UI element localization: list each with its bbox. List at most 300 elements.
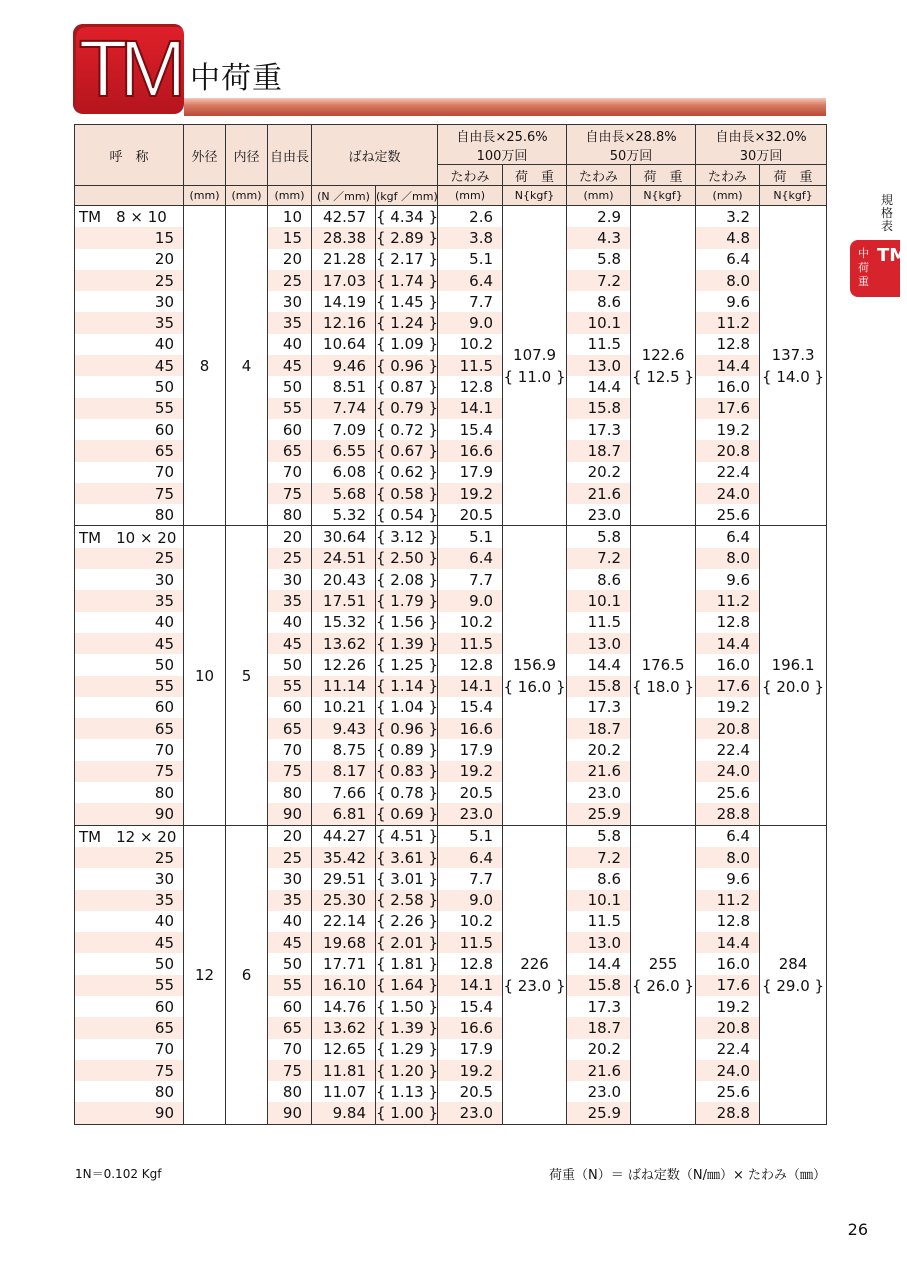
deflection: 11.5 [438, 932, 503, 953]
free-length: 25 [268, 847, 312, 868]
rate-n: 14.76 [312, 996, 376, 1017]
deflection: 20.5 [438, 504, 503, 526]
free-length: 45 [268, 355, 312, 376]
rate-kgf: { 1.20 } [376, 1061, 439, 1080]
deflection: 19.2 [696, 996, 760, 1017]
rate-kgf: { 2.17 } [376, 250, 439, 269]
deflection: 22.4 [696, 739, 760, 760]
deflection: 20.2 [567, 462, 631, 483]
free-length: 65 [268, 718, 312, 739]
rate-kgf: { 0.87 } [376, 378, 439, 397]
spec-name: 40 [75, 334, 184, 355]
deflection: 6.4 [438, 548, 503, 569]
deflection: 19.2 [696, 419, 760, 440]
free-length: 35 [268, 590, 312, 611]
deflection: 17.3 [567, 697, 631, 718]
deflection: 11.5 [438, 355, 503, 376]
free-length: 65 [268, 440, 312, 461]
free-length: 35 [268, 312, 312, 333]
spec-name: 80 [75, 1081, 184, 1102]
deflection: 4.3 [567, 227, 631, 248]
deflection: 8.0 [696, 548, 760, 569]
free-length: 25 [268, 548, 312, 569]
rate-kgf: { 1.24 } [376, 314, 439, 333]
deflection: 25.9 [567, 803, 631, 825]
deflection: 17.3 [567, 996, 631, 1017]
rate-n: 12.65 [312, 1039, 376, 1060]
spec-name: 50 [75, 953, 184, 974]
deflection: 6.4 [438, 847, 503, 868]
footnote-right: 荷重（N）＝ ばね定数（N/㎜）× たわみ（㎜） [549, 1168, 826, 1183]
deflection: 12.8 [696, 911, 760, 932]
deflection: 17.6 [696, 975, 760, 996]
rate-kgf: { 0.79 } [376, 399, 439, 418]
col-g1: 自由長×25.6% 100万回 [438, 125, 567, 165]
rate-n: 12.26 [312, 654, 376, 675]
inner-diameter: 6 [226, 825, 268, 1124]
deflection: 18.7 [567, 440, 631, 461]
spec-name: 60 [75, 996, 184, 1017]
deflection: 11.2 [696, 890, 760, 911]
rate-kgf: { 3.61 } [376, 848, 439, 867]
free-length: 60 [268, 419, 312, 440]
rate-kgf: { 0.83 } [376, 762, 439, 781]
spec-name: 40 [75, 911, 184, 932]
table-row [75, 526, 827, 548]
deflection: 22.4 [696, 462, 760, 483]
free-length: 60 [268, 996, 312, 1017]
load-value: 284 { 29.0 } [760, 825, 827, 1124]
deflection: 10.2 [438, 911, 503, 932]
free-length: 70 [268, 462, 312, 483]
rate-kgf: { 1.56 } [376, 613, 439, 632]
free-length: 15 [268, 227, 312, 248]
deflection: 14.4 [567, 654, 631, 675]
load-value: 156.9 { 16.0 } [503, 526, 567, 825]
free-length: 80 [268, 504, 312, 526]
col-rate: ばね定数 [312, 125, 438, 186]
col-fl: 自由長 [268, 125, 312, 186]
deflection: 5.1 [438, 825, 503, 847]
deflection: 5.8 [567, 526, 631, 548]
page-number: 26 [847, 1220, 868, 1239]
outer-diameter: 8 [184, 206, 226, 526]
deflection: 20.2 [567, 1039, 631, 1060]
rate-n: 17.03 [312, 270, 376, 291]
deflection: 14.1 [438, 975, 503, 996]
spec-name: 75 [75, 483, 184, 504]
series-logo: TM [73, 24, 184, 114]
rate-kgf: { 0.89 } [376, 741, 439, 760]
rate-kgf: { 1.74 } [376, 271, 439, 290]
table-row [75, 206, 827, 228]
free-length: 80 [268, 1081, 312, 1102]
rate-kgf: { 0.67 } [376, 441, 439, 460]
deflection: 10.1 [567, 890, 631, 911]
deflection: 2.9 [567, 206, 631, 228]
deflection: 10.2 [438, 334, 503, 355]
deflection: 25.6 [696, 504, 760, 526]
deflection: 16.0 [696, 376, 760, 397]
side-label: 規 格 表 [880, 193, 893, 233]
rate-n: 28.38 [312, 227, 376, 248]
free-length: 55 [268, 398, 312, 419]
rate-n: 10.64 [312, 334, 376, 355]
deflection: 11.2 [696, 312, 760, 333]
deflection: 7.2 [567, 548, 631, 569]
deflection: 8.0 [696, 270, 760, 291]
rate-kgf: { 1.04 } [376, 698, 439, 717]
load-value: 107.9 { 11.0 } [503, 206, 567, 526]
spec-name: 35 [75, 590, 184, 611]
rate-n: 29.51 [312, 868, 376, 889]
rate-n: 13.62 [312, 1017, 376, 1038]
load-value: 176.5 { 18.0 } [631, 526, 696, 825]
rate-kgf: { 0.58 } [376, 484, 439, 503]
spec-name: 30 [75, 291, 184, 312]
spec-name: TM 12 × 20 [75, 825, 184, 847]
rate-kgf: { 0.72 } [376, 420, 439, 439]
deflection: 16.0 [696, 654, 760, 675]
tab-big-label: TM [877, 245, 907, 266]
deflection: 9.6 [696, 291, 760, 312]
deflection: 24.0 [696, 483, 760, 504]
rate-n: 25.30 [312, 890, 376, 911]
spec-name: 65 [75, 1017, 184, 1038]
deflection: 9.0 [438, 890, 503, 911]
deflection: 5.1 [438, 526, 503, 548]
deflection: 14.1 [438, 676, 503, 697]
deflection: 6.4 [696, 249, 760, 270]
spec-name: 40 [75, 612, 184, 633]
rate-kgf: { 1.29 } [376, 1040, 439, 1059]
deflection: 5.8 [567, 825, 631, 847]
deflection: 9.6 [696, 868, 760, 889]
deflection: 18.7 [567, 1017, 631, 1038]
spec-name: 50 [75, 376, 184, 397]
deflection: 24.0 [696, 761, 760, 782]
rate-kgf: { 0.96 } [376, 719, 439, 738]
spec-name: 25 [75, 847, 184, 868]
deflection: 17.9 [438, 739, 503, 760]
free-length: 90 [268, 1102, 312, 1124]
free-length: 30 [268, 569, 312, 590]
free-length: 75 [268, 761, 312, 782]
deflection: 6.4 [438, 270, 503, 291]
rate-n: 21.28 [312, 249, 376, 270]
outer-diameter: 10 [184, 526, 226, 825]
deflection: 2.6 [438, 206, 503, 228]
free-length: 45 [268, 932, 312, 953]
deflection: 12.8 [438, 376, 503, 397]
index-tab[interactable] [850, 240, 907, 297]
spec-name: 70 [75, 462, 184, 483]
free-length: 35 [268, 890, 312, 911]
deflection: 17.9 [438, 1039, 503, 1060]
rate-n: 14.19 [312, 291, 376, 312]
rate-kgf: { 1.25 } [376, 655, 439, 674]
deflection: 28.8 [696, 803, 760, 825]
spec-name: 55 [75, 975, 184, 996]
rate-n: 15.32 [312, 612, 376, 633]
deflection: 15.8 [567, 676, 631, 697]
free-length: 50 [268, 376, 312, 397]
rate-n: 35.42 [312, 847, 376, 868]
deflection: 11.2 [696, 590, 760, 611]
inner-diameter: 5 [226, 526, 268, 825]
rate-n: 7.09 [312, 419, 376, 440]
free-length: 10 [268, 206, 312, 228]
deflection: 11.5 [438, 633, 503, 654]
rate-n: 6.81 [312, 803, 376, 825]
deflection: 8.6 [567, 291, 631, 312]
deflection: 24.0 [696, 1060, 760, 1081]
rate-kgf: { 2.26 } [376, 912, 439, 931]
deflection: 19.2 [696, 697, 760, 718]
spec-name: 15 [75, 227, 184, 248]
rate-n: 6.08 [312, 462, 376, 483]
spec-name: 80 [75, 782, 184, 803]
rate-kgf: { 0.62 } [376, 463, 439, 482]
deflection: 15.4 [438, 996, 503, 1017]
free-length: 80 [268, 782, 312, 803]
deflection: 5.8 [567, 249, 631, 270]
load-value: 196.1 { 20.0 } [760, 526, 827, 825]
col-id: 内径 [226, 125, 268, 186]
spec-name: 50 [75, 654, 184, 675]
free-length: 90 [268, 803, 312, 825]
rate-n: 12.16 [312, 312, 376, 333]
deflection: 9.6 [696, 569, 760, 590]
deflection: 20.8 [696, 1017, 760, 1038]
deflection: 11.5 [567, 612, 631, 633]
deflection: 20.8 [696, 718, 760, 739]
deflection: 17.9 [438, 462, 503, 483]
rate-kgf: { 2.50 } [376, 549, 439, 568]
rate-kgf: { 1.64 } [376, 976, 439, 995]
inner-diameter: 4 [226, 206, 268, 526]
footnote-left: 1N＝0.102 Kgf [75, 1167, 162, 1181]
free-length: 70 [268, 1039, 312, 1060]
deflection: 16.0 [696, 953, 760, 974]
deflection: 7.7 [438, 291, 503, 312]
outer-diameter: 12 [184, 825, 226, 1124]
rate-kgf: { 1.45 } [376, 292, 439, 311]
rate-n: 16.10 [312, 975, 376, 996]
free-length: 20 [268, 526, 312, 548]
deflection: 7.2 [567, 847, 631, 868]
deflection: 22.4 [696, 1039, 760, 1060]
col-od: 外径 [184, 125, 226, 186]
spec-name: TM 10 × 20 [75, 526, 184, 548]
deflection: 28.8 [696, 1102, 760, 1124]
page-title: 中荷重 [190, 61, 283, 96]
deflection: 15.4 [438, 419, 503, 440]
deflection: 25.6 [696, 782, 760, 803]
free-length: 65 [268, 1017, 312, 1038]
spec-name: 90 [75, 1102, 184, 1124]
free-length: 40 [268, 911, 312, 932]
deflection: 10.2 [438, 612, 503, 633]
rate-kgf: { 0.78 } [376, 783, 439, 802]
deflection: 17.6 [696, 398, 760, 419]
spec-name: 30 [75, 868, 184, 889]
deflection: 12.8 [438, 654, 503, 675]
spec-name: 55 [75, 676, 184, 697]
spec-name: 75 [75, 761, 184, 782]
deflection: 9.0 [438, 590, 503, 611]
free-length: 25 [268, 270, 312, 291]
free-length: 55 [268, 975, 312, 996]
deflection: 16.6 [438, 1017, 503, 1038]
deflection: 13.0 [567, 633, 631, 654]
deflection: 16.6 [438, 440, 503, 461]
free-length: 60 [268, 697, 312, 718]
free-length: 75 [268, 1060, 312, 1081]
rate-kgf: { 2.01 } [376, 933, 439, 952]
rate-n: 44.27 [312, 825, 376, 847]
rate-kgf: { 0.54 } [376, 504, 438, 526]
spec-name: 60 [75, 697, 184, 718]
deflection: 20.8 [696, 440, 760, 461]
spec-name: 20 [75, 249, 184, 270]
spec-name: 80 [75, 504, 184, 526]
rate-n: 9.46 [312, 355, 376, 376]
load-value: 122.6 { 12.5 } [631, 206, 696, 526]
deflection: 14.4 [696, 633, 760, 654]
rate-kgf: { 4.51 } [376, 825, 438, 847]
free-length: 20 [268, 825, 312, 847]
deflection: 15.8 [567, 398, 631, 419]
rate-kgf: { 1.39 } [376, 1018, 439, 1037]
free-length: 30 [268, 868, 312, 889]
rate-n: 8.51 [312, 376, 376, 397]
rate-n: 24.51 [312, 548, 376, 569]
rate-kgf: { 4.34 } [376, 206, 438, 228]
free-length: 40 [268, 612, 312, 633]
spec-name: 65 [75, 718, 184, 739]
deflection: 5.1 [438, 249, 503, 270]
deflection: 14.4 [696, 932, 760, 953]
rate-n: 13.62 [312, 633, 376, 654]
deflection: 21.6 [567, 1060, 631, 1081]
rate-n: 17.71 [312, 953, 376, 974]
spec-name: 75 [75, 1060, 184, 1081]
free-length: 50 [268, 654, 312, 675]
spec-name: 55 [75, 398, 184, 419]
deflection: 13.0 [567, 932, 631, 953]
deflection: 14.1 [438, 398, 503, 419]
rate-n: 10.21 [312, 697, 376, 718]
table-row [75, 825, 827, 847]
deflection: 11.5 [567, 911, 631, 932]
deflection: 21.6 [567, 483, 631, 504]
deflection: 12.8 [696, 612, 760, 633]
deflection: 11.5 [567, 334, 631, 355]
load-value: 226 { 23.0 } [503, 825, 567, 1124]
spec-name: 35 [75, 890, 184, 911]
deflection: 4.8 [696, 227, 760, 248]
rate-n: 8.75 [312, 739, 376, 760]
spec-name: 25 [75, 270, 184, 291]
rate-n: 20.43 [312, 569, 376, 590]
deflection: 23.0 [438, 1102, 503, 1124]
spec-name: 65 [75, 440, 184, 461]
deflection: 23.0 [567, 504, 631, 526]
rate-kgf: { 0.69 } [376, 803, 438, 825]
rate-n: 7.74 [312, 398, 376, 419]
deflection: 20.5 [438, 1081, 503, 1102]
rate-n: 6.55 [312, 440, 376, 461]
spec-name: 70 [75, 739, 184, 760]
deflection: 23.0 [438, 803, 503, 825]
deflection: 12.8 [696, 334, 760, 355]
deflection: 25.6 [696, 1081, 760, 1102]
deflection: 25.9 [567, 1102, 631, 1124]
rate-n: 22.14 [312, 911, 376, 932]
deflection: 23.0 [567, 782, 631, 803]
rate-kgf: { 3.01 } [376, 869, 439, 888]
rate-n: 30.64 [312, 526, 376, 548]
tab-small-label: 中荷重 [858, 247, 869, 288]
col-g2: 自由長×28.8% 50万回 [567, 125, 696, 165]
spec-name: 25 [75, 548, 184, 569]
spec-name: 90 [75, 803, 184, 825]
deflection: 7.7 [438, 868, 503, 889]
rate-kgf: { 2.58 } [376, 891, 439, 910]
deflection: 19.2 [438, 1060, 503, 1081]
rate-kgf: { 1.81 } [376, 955, 439, 974]
deflection: 9.0 [438, 312, 503, 333]
deflection: 10.1 [567, 590, 631, 611]
free-length: 75 [268, 483, 312, 504]
deflection: 8.6 [567, 569, 631, 590]
deflection: 19.2 [438, 761, 503, 782]
rate-n: 9.84 [312, 1102, 376, 1124]
rate-n: 42.57 [312, 206, 376, 228]
deflection: 18.7 [567, 718, 631, 739]
spec-name: 45 [75, 355, 184, 376]
free-length: 55 [268, 676, 312, 697]
deflection: 16.6 [438, 718, 503, 739]
free-length: 50 [268, 953, 312, 974]
rate-n: 8.17 [312, 761, 376, 782]
col-name: 呼 称 [75, 125, 184, 186]
rate-kgf: { 0.96 } [376, 356, 439, 375]
rate-n: 7.66 [312, 782, 376, 803]
deflection: 19.2 [438, 483, 503, 504]
rate-kgf: { 2.08 } [376, 570, 439, 589]
deflection: 17.3 [567, 419, 631, 440]
deflection: 6.4 [696, 825, 760, 847]
rate-kgf: { 1.50 } [376, 997, 439, 1016]
free-length: 20 [268, 249, 312, 270]
rate-kgf: { 1.13 } [376, 1082, 439, 1101]
rate-kgf: { 1.79 } [376, 591, 439, 610]
deflection: 15.4 [438, 697, 503, 718]
deflection: 14.4 [696, 355, 760, 376]
rate-n: 19.68 [312, 932, 376, 953]
deflection: 7.7 [438, 569, 503, 590]
free-length: 30 [268, 291, 312, 312]
load-value: 137.3 { 14.0 } [760, 206, 827, 526]
free-length: 70 [268, 739, 312, 760]
deflection: 20.5 [438, 782, 503, 803]
free-length: 45 [268, 633, 312, 654]
deflection: 8.6 [567, 868, 631, 889]
deflection: 13.0 [567, 355, 631, 376]
deflection: 3.2 [696, 206, 760, 228]
